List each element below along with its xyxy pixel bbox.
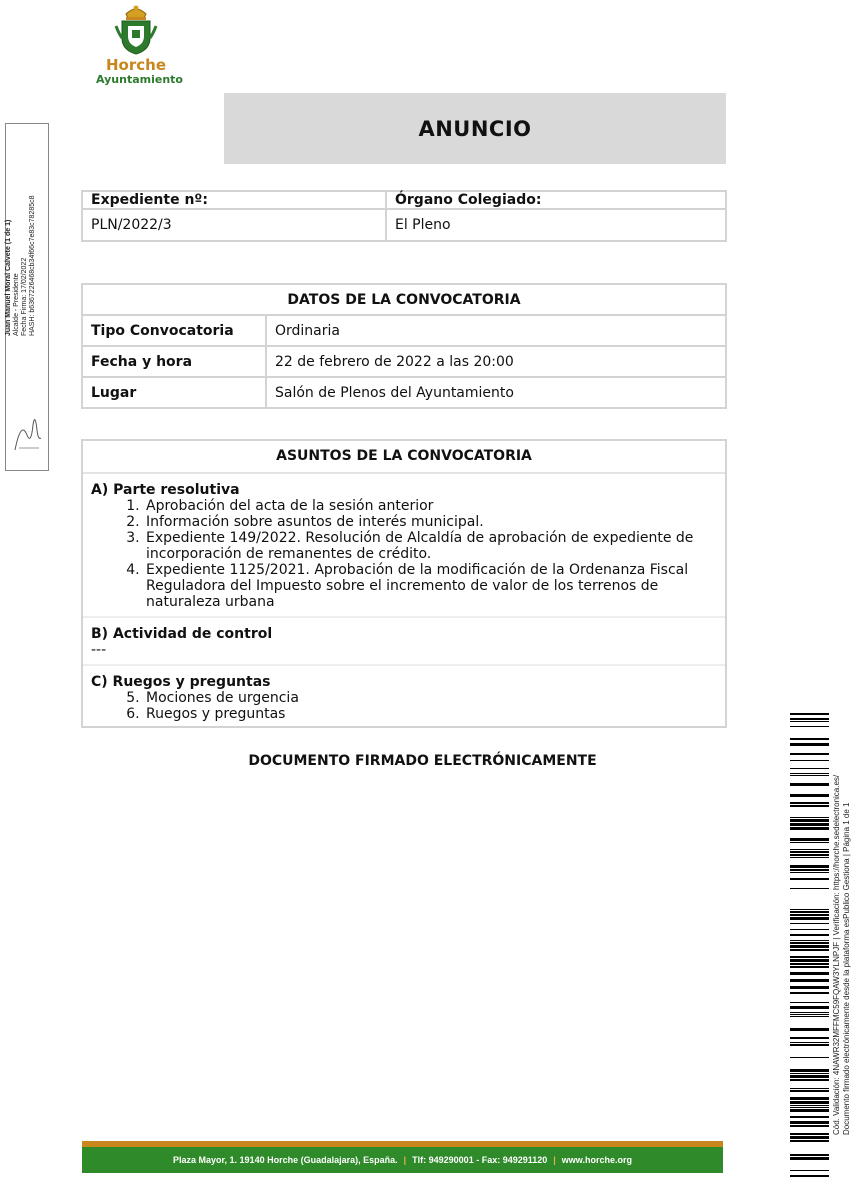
logo-subtitle: Ayuntamiento	[96, 73, 183, 86]
title-box	[224, 93, 726, 164]
table-row	[82, 346, 726, 377]
barcode-icon	[790, 713, 829, 1181]
section-a	[83, 474, 725, 618]
handwritten-signature-icon	[7, 400, 47, 460]
footer-separator: |	[403, 1155, 407, 1165]
expediente-table	[81, 190, 727, 242]
horche-logo	[96, 4, 183, 86]
row-value: 22 de febrero de 2022 a las 20:00	[266, 346, 726, 377]
signed-notice: DOCUMENTO FIRMADO ELECTRÓNICAMENTE	[248, 753, 597, 769]
footer-phone: Tlf: 949290001 - Fax: 949291120	[412, 1155, 548, 1165]
signer-name: Juan Manuel Moral Calvete (1 de 1)	[5, 219, 12, 336]
organo-label: Órgano Colegiado:	[386, 191, 726, 209]
list-item: 4. Expediente 1125/2021. Aprobación de la modificación de la Ordenanza Fiscal Reguladora del Impuesto sobre el incremento de valor de los terrenos de naturaleza urbana	[144, 562, 717, 610]
signature-hash: HASH: b6367226468cb34f66c7e83c78285c8	[29, 195, 36, 336]
asuntos-header: ASUNTOS DE LA CONVOCATORIA	[83, 441, 725, 474]
validation-line-2: Documento firmado electrónicamente desde la plataforma esPublico Gestiona | Página 1 de 1	[842, 802, 851, 1135]
signature-date: Fecha Firma: 17/02/2022	[21, 257, 28, 336]
list-item: 2. Información sobre asuntos de interés municipal.	[144, 514, 717, 530]
row-label: Fecha y hora	[82, 346, 266, 377]
table-row	[82, 315, 726, 346]
organo-value: El Pleno	[386, 209, 726, 241]
coat-of-arms-icon	[114, 4, 158, 58]
validation-text	[832, 715, 852, 1135]
section-b-content: ---	[91, 642, 107, 658]
list-item: 5. Mociones de urgencia	[144, 690, 717, 706]
section-b-title: B) Actividad de control	[91, 626, 273, 642]
validation-line-1: Cód. Validación: 4NAWR32MFFMC59FQAW3YLNPJF | Verificación: https://horche.sedelectronica.es/	[832, 774, 841, 1135]
signer-role: Alcalde - Presidente	[13, 273, 20, 336]
table-row	[82, 377, 726, 408]
logo-name: Horche	[106, 56, 166, 74]
footer-bar	[82, 1147, 723, 1173]
section-c	[83, 666, 725, 728]
row-label: Lugar	[82, 377, 266, 408]
convocatoria-table	[81, 283, 727, 409]
section-b	[83, 618, 725, 666]
section-a-title: A) Parte resolutiva	[91, 482, 240, 498]
row-label: Tipo Convocatoria	[82, 315, 266, 346]
page-title: ANUNCIO	[418, 116, 532, 141]
row-value: Ordinaria	[266, 315, 726, 346]
convocatoria-header: DATOS DE LA CONVOCATORIA	[82, 284, 726, 315]
signature-text	[5, 136, 37, 336]
list-item: 6. Ruegos y preguntas	[144, 706, 717, 722]
list-item: 3. Expediente 149/2022. Resolución de Alcaldía de aprobación de expediente de incorporación de remanentes de crédito.	[144, 530, 717, 562]
expediente-label: Expediente nº:	[82, 191, 386, 209]
footer-separator: |	[553, 1155, 556, 1165]
footer-web[interactable]: www.horche.org	[561, 1155, 632, 1165]
footer-address: Plaza Mayor, 1. 19140 Horche (Guadalajara), España.	[173, 1155, 398, 1165]
row-value: Salón de Plenos del Ayuntamiento	[266, 377, 726, 408]
section-c-title: C) Ruegos y preguntas	[91, 674, 271, 690]
asuntos-box	[81, 439, 727, 728]
expediente-value: PLN/2022/3	[82, 209, 386, 241]
list-item: 1. Aprobación del acta de la sesión anterior	[144, 498, 717, 514]
